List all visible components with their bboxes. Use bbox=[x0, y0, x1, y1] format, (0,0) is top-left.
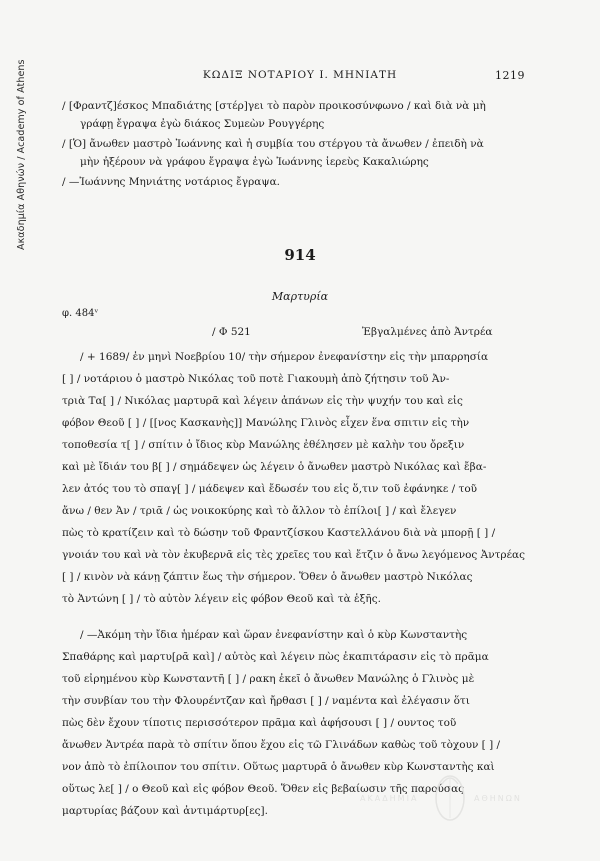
paragraph-line: γνοιάν του καὶ νὰ τὸν ἐκυβερνᾶ εἰς τὲς χρεῖες του καὶ ἔτζιν ὁ ἄνω λεγόμενος Ἀντρέας bbox=[62, 549, 525, 561]
academy-watermark bbox=[358, 768, 528, 828]
paragraph-line: / —Ἀκόμη τὴν ἴδια ἡμέραν καὶ ὥραν ἐνεφανίστην καὶ ὁ κὺρ Κωνσταντὴς bbox=[80, 629, 468, 641]
top-line: / —Ἰωάννης Μηνιάτης νοτάριος ἔγραψα. bbox=[62, 176, 280, 188]
paragraph-line: ἄνω / θεν Ἀν / τριᾶ / ὡς νοικοκύρης καὶ τὸ ἄλλον τὸ ἐπίλοι[ ] / καὶ ἔλεγεν bbox=[62, 505, 457, 517]
paragraph-line: πὼς δὲν ἔχουν τίποτις περισσότερον πρᾶμα καὶ ἀφήσουσι [ ] / ουντος τοῦ bbox=[62, 717, 457, 729]
top-line: / [Φραντζ]έσκος Μπαδιάτης [στέρ]γει τὸ παρὸν προικοσύνφωνο / καὶ διὰ νὰ μὴ bbox=[62, 100, 486, 112]
top-line: / [Ὁ] ἄνωθεν μαστρὸ Ἰωάννης καὶ ἡ συμβία του στέργου τὰ ἄνωθεν / ἐπειδὴ νὰ bbox=[62, 138, 484, 150]
source-note: Ἐβγαλμένες ἀπὸ Ἀντρέα bbox=[362, 326, 493, 338]
paragraph-line: καὶ μὲ ἴδιάν του β[ ] / σημάδεψεν ὡς λέγειν ὁ ἄνωθεν μαστρὸ Νικόλας καὶ ἔβα- bbox=[62, 461, 487, 473]
paragraph-line: νον ἀπὸ τὸ ἐπίλοιπον του σπίτιν. Οὕτως μαρτυρᾶ ὁ ἄνωθεν κὺρ Κωνσταντὴς καὶ bbox=[62, 761, 495, 773]
folio-reference: φ. 484ᵛ bbox=[62, 308, 99, 319]
document-title: Μαρτυρία bbox=[271, 290, 329, 303]
page-number: 1219 bbox=[495, 69, 525, 82]
archive-reference: / Φ 521 bbox=[212, 326, 251, 338]
running-title: ΚΩΔΙΞ ΝΟΤΑΡΙΟΥ Ι. ΜΗΝΙΑΤΗ bbox=[202, 69, 398, 81]
paragraph-line: λεν ἀτός του τὸ σπαγ[ ] / μάδεψεν καὶ ἔδωσέν του εἰς ὅ,τιν τοῦ ἐφάνηκε / τοῦ bbox=[62, 483, 478, 495]
paragraph-line: πὼς τὸ κρατίζειν καὶ τὸ δώσην τοῦ Φραντζίσκου Καστελλάνου διὰ νὰ μπορῇ [ ] / bbox=[62, 527, 496, 539]
paragraph-line: τοῦ εἰρημένου κὺρ Κωνσταντῆ [ ] / ρακη ἐκεῖ ὁ ἄνωθεν Μανώλης ὁ Γλινὸς μὲ bbox=[62, 673, 475, 685]
paragraph-line: [ ] / κινὸν νὰ κάνῃ ζάπτιν ἕως τὴν σήμερον. Ὅθεν ὁ ἄνωθεν μαστρὸ Νικόλας bbox=[62, 571, 473, 583]
paragraph-line: / + 1689/ ἐν μηνὶ Νοεβρίου 10/ τὴν σήμερον ἐνεφανίστην εἰς τὴν μπαρρησία bbox=[80, 351, 489, 363]
paragraph-line: μαρτυρίας βάζουν καὶ ἀντιμάρτυρ[ες]. bbox=[62, 805, 268, 817]
paragraph-line: οὕτως λε[ ] / ο Θεοῦ καὶ εἰς φόβον Θεοῦ. Ὅθεν εἰς βεβαίωσιν τῆς παρούσας bbox=[62, 783, 465, 795]
paragraph-line: τοποθεσία τ[ ] / σπίτιν ὁ ἴδιος κὺρ Μανώλης ἐθέλησεν μὲ καλὴν του ὄρεξιν bbox=[62, 439, 465, 451]
document-number: 914 bbox=[284, 246, 316, 264]
paragraph-line: τὴν συνβίαν του τὴν Φλουρέντζαν καὶ ἤρθασι [ ] / ναμέντα καὶ ἐλέγασιν ὅτι bbox=[62, 695, 470, 707]
watermark-text-right: ΑΘΗΝΩΝ bbox=[474, 794, 522, 803]
paragraph-line: φόβον Θεοῦ [ ] / [[νος Κασκανὴς]] Μανώλης Γλινὸς εἶχεν ἕνα σπιτιν εἰς τὴν bbox=[62, 417, 470, 429]
paragraph-line: ἄνωθεν Ἀντρέα παρὰ τὸ σπίτιν ὅπου ἔχου εἰς τῶ Γλινάδων καθὼς τοῦ τὸχουν [ ] / bbox=[62, 739, 501, 751]
page-header bbox=[0, 69, 600, 83]
side-stamp-text: Ακαδημία Αθηνών / Academy of Athens bbox=[16, 59, 27, 250]
paragraph-line: τὸ Ἀντώνη [ ] / τὸ αὐτὸν λέγειν εἰς φόβον Θεοῦ καὶ τὰ ἑξῆς. bbox=[62, 593, 381, 605]
paragraph-line: τριὰ Τα[ ] / Νικόλας μαρτυρᾶ καὶ λέγειν ἀπάνων εἰς τὴν ψυχήν του καὶ εἰς bbox=[62, 395, 463, 407]
paragraph-line: Σπαθάρης καὶ μαρτυ[ρᾶ καὶ] / αὐτὸς καὶ λέγειν πὼς ἐκαπιτάρασιν εἰς τὸ πρᾶμα bbox=[62, 651, 489, 663]
top-line: γράφῃ ἔγραψα ἐγὼ διάκος Συμεὼν Ρουγγέρης bbox=[80, 118, 325, 130]
watermark-text-left: ΑΚΑΔΗΜΙΑ bbox=[360, 794, 419, 803]
paragraph-line: [ ] / νοτάριου ὁ μαστρὸ Νικόλας τοῦ ποτὲ Γιακουμὴ ἀπὸ ζήτησιν τοῦ Ἀν- bbox=[62, 373, 450, 385]
top-line: μὴν ἠξέρουν νὰ γράφου ἔγραψα ἐγὼ Ἰωάννης ἱερεὺς Κακαλιώρης bbox=[80, 156, 429, 168]
